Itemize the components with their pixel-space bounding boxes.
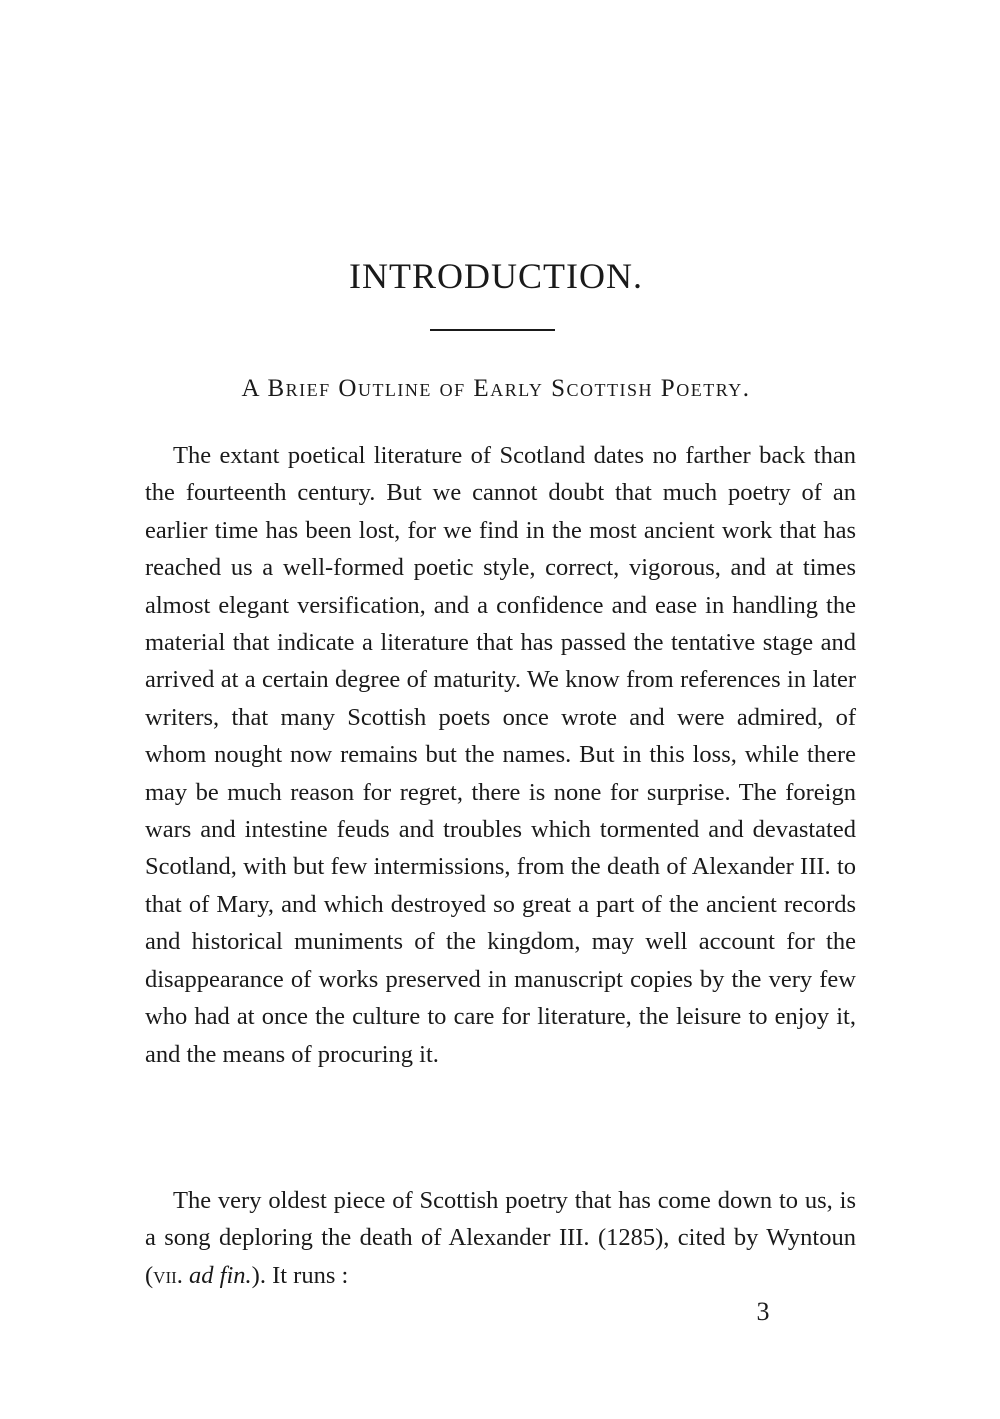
- paragraph-2-tail: ). It runs :: [251, 1261, 349, 1289]
- heading-rule: [430, 329, 555, 331]
- paragraph-2-lead: The very oldest piece of Scottish poetry that has come down to us, is a song deploring the death of Alexander III. (1285), cited by Wyntoun (: [145, 1187, 856, 1289]
- citation-italic: ad fin.: [189, 1261, 252, 1289]
- book-reference: vii.: [153, 1261, 183, 1289]
- page-number: 3: [756, 1297, 770, 1326]
- chapter-heading: INTRODUCTION.: [349, 256, 643, 296]
- body-paragraph-2: [145, 1182, 856, 1294]
- body-paragraph-1: The extant poetical literature of Scotland dates no farther back than the fourteenth century. But we cannot doubt that much poetry of an earlier time has been lost, for we find in the most ancient work that has reached us a well-formed poetic style, correct, vigorous, and at times almost elegant versification, and a confidence and ease in handling the material that indicate a literature that has passed the tentative stage and arrived at a certain degree of maturity. We know from references in later writers, that many Scottish poets once wrote and were admired, of whom nought now remains but the names. But in this loss, while there may be much reason for regret, there is none for surprise. The foreign wars and intestine feuds and troubles which tormented and devastated Scotland, with but few intermissions, from the death of Alexander III. to that of Mary, and which destroyed so great a part of the ancient records and historical muniments of the kingdom, may well account for the disappearance of works preserved in manuscript copies by the very few who had at once the culture to care for literature, the leisure to enjoy it, and the means of procuring it.: [145, 442, 856, 1068]
- section-subheading: A Brief Outline of Early Scottish Poetry.: [241, 375, 751, 402]
